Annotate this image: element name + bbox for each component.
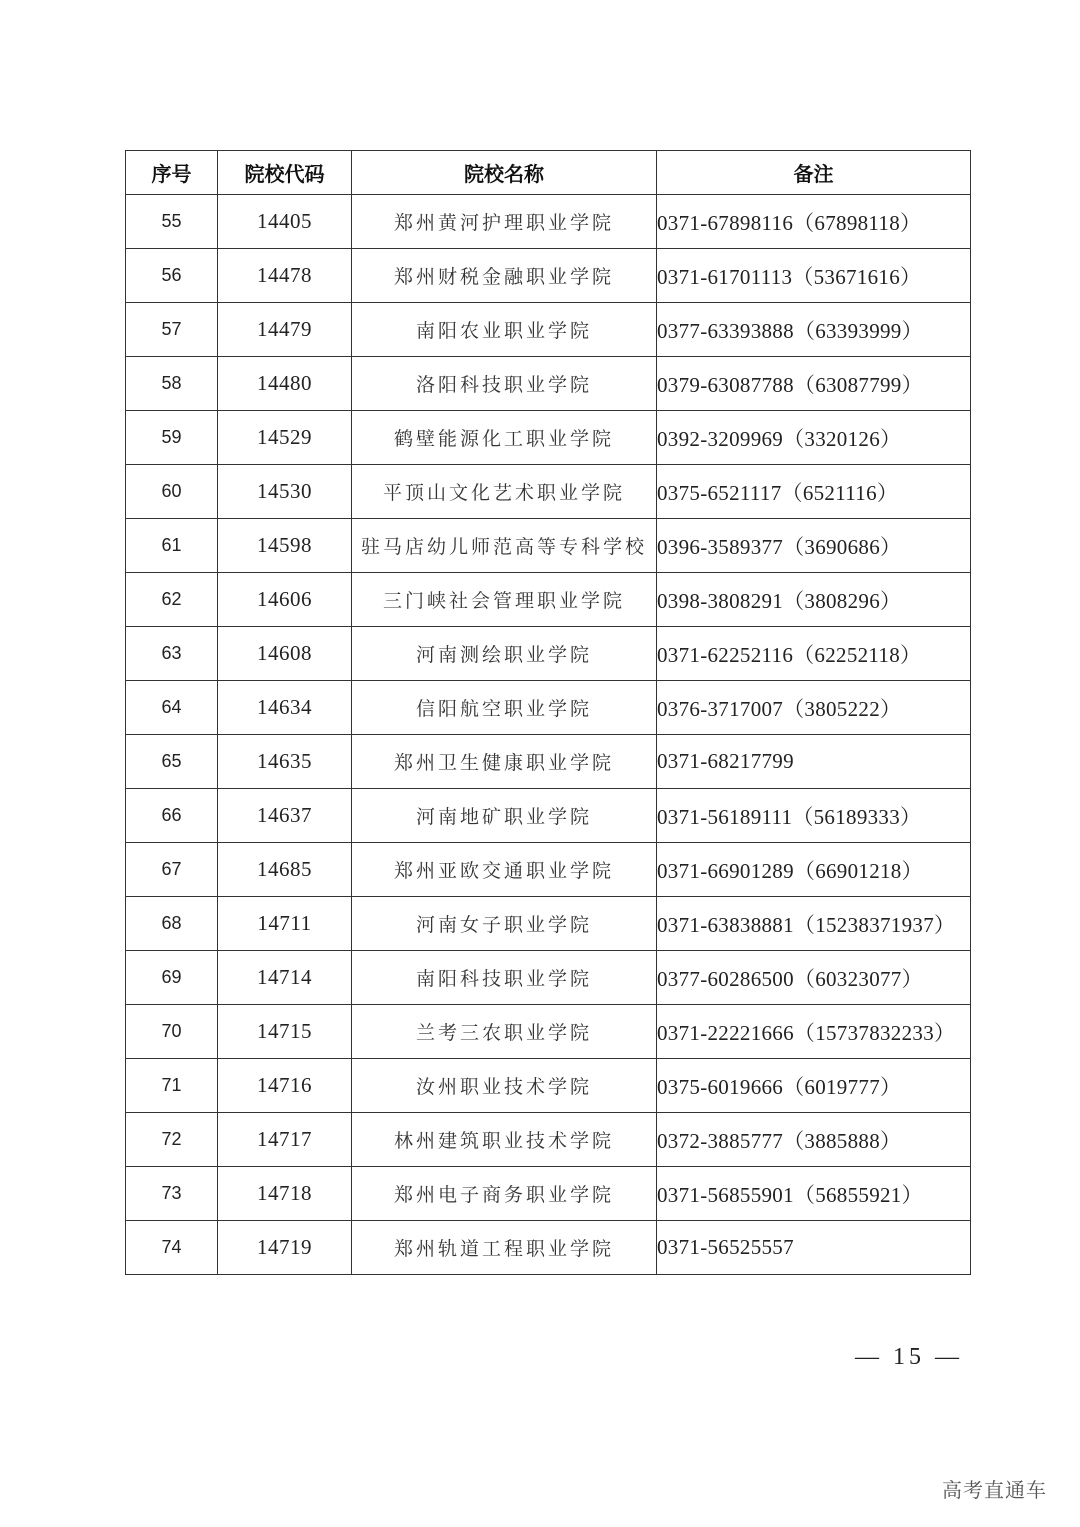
name-cell: 三门峡社会管理职业学院: [352, 573, 657, 627]
name-cell: 信阳航空职业学院: [352, 681, 657, 735]
note-cell: 0379-63087788（63087799）: [657, 357, 971, 411]
code-cell: 14529: [218, 411, 352, 465]
seq-cell: 56: [126, 249, 218, 303]
seq-cell: 68: [126, 897, 218, 951]
code-cell: 14717: [218, 1113, 352, 1167]
header-note: 备注: [657, 151, 971, 195]
code-cell: 14637: [218, 789, 352, 843]
name-cell: 汝州职业技术学院: [352, 1059, 657, 1113]
code-cell: 14530: [218, 465, 352, 519]
seq-cell: 60: [126, 465, 218, 519]
table-row: [126, 1113, 971, 1167]
code-cell: 14685: [218, 843, 352, 897]
note-cell: 0371-56525557: [657, 1221, 971, 1275]
code-cell: 14718: [218, 1167, 352, 1221]
note-cell: 0377-60286500（60323077）: [657, 951, 971, 1005]
name-cell: 鹤壁能源化工职业学院: [352, 411, 657, 465]
table-row: [126, 1005, 971, 1059]
table-row: [126, 735, 971, 789]
table-header-row: [126, 151, 971, 195]
name-cell: 郑州卫生健康职业学院: [352, 735, 657, 789]
name-cell: 洛阳科技职业学院: [352, 357, 657, 411]
seq-cell: 65: [126, 735, 218, 789]
table-row: [126, 411, 971, 465]
name-cell: 郑州亚欧交通职业学院: [352, 843, 657, 897]
table-row: [126, 1059, 971, 1113]
name-cell: 河南女子职业学院: [352, 897, 657, 951]
name-cell: 郑州电子商务职业学院: [352, 1167, 657, 1221]
page-number: — 15 —: [855, 1344, 963, 1370]
seq-cell: 57: [126, 303, 218, 357]
name-cell: 兰考三农职业学院: [352, 1005, 657, 1059]
code-cell: 14598: [218, 519, 352, 573]
header-seq: 序号: [126, 151, 218, 195]
seq-cell: 63: [126, 627, 218, 681]
table-row: [126, 951, 971, 1005]
seq-cell: 62: [126, 573, 218, 627]
table-row: [126, 843, 971, 897]
code-cell: 14479: [218, 303, 352, 357]
note-cell: 0371-22221666（15737832233）: [657, 1005, 971, 1059]
note-cell: 0371-56855901（56855921）: [657, 1167, 971, 1221]
note-cell: 0371-67898116（67898118）: [657, 195, 971, 249]
table-row: [126, 465, 971, 519]
code-cell: 14714: [218, 951, 352, 1005]
note-cell: 0398-3808291（3808296）: [657, 573, 971, 627]
table-row: [126, 1221, 971, 1275]
name-cell: 平顶山文化艺术职业学院: [352, 465, 657, 519]
seq-cell: 69: [126, 951, 218, 1005]
note-cell: 0376-3717007（3805222）: [657, 681, 971, 735]
code-cell: 14715: [218, 1005, 352, 1059]
note-cell: 0371-61701113（53671616）: [657, 249, 971, 303]
note-cell: 0396-3589377（3690686）: [657, 519, 971, 573]
code-cell: 14711: [218, 897, 352, 951]
watermark: 高考直通车: [942, 1478, 1047, 1502]
note-cell: 0375-6521117（6521116）: [657, 465, 971, 519]
seq-cell: 58: [126, 357, 218, 411]
header-name: 院校名称: [352, 151, 657, 195]
seq-cell: 59: [126, 411, 218, 465]
name-cell: 河南测绘职业学院: [352, 627, 657, 681]
table-row: [126, 1167, 971, 1221]
seq-cell: 61: [126, 519, 218, 573]
code-cell: 14405: [218, 195, 352, 249]
table-row: [126, 897, 971, 951]
table-row: [126, 195, 971, 249]
name-cell: 郑州轨道工程职业学院: [352, 1221, 657, 1275]
note-cell: 0371-63838881（15238371937）: [657, 897, 971, 951]
table-row: [126, 303, 971, 357]
code-cell: 14716: [218, 1059, 352, 1113]
code-cell: 14608: [218, 627, 352, 681]
note-cell: 0392-3209969（3320126）: [657, 411, 971, 465]
code-cell: 14478: [218, 249, 352, 303]
note-cell: 0371-68217799: [657, 735, 971, 789]
table-row: [126, 681, 971, 735]
table-row: [126, 249, 971, 303]
code-cell: 14634: [218, 681, 352, 735]
code-cell: 14480: [218, 357, 352, 411]
seq-cell: 71: [126, 1059, 218, 1113]
table-row: [126, 573, 971, 627]
table-row: [126, 519, 971, 573]
seq-cell: 72: [126, 1113, 218, 1167]
note-cell: 0377-63393888（63393999）: [657, 303, 971, 357]
seq-cell: 67: [126, 843, 218, 897]
table-row: [126, 789, 971, 843]
table-row: [126, 627, 971, 681]
note-cell: 0372-3885777（3885888）: [657, 1113, 971, 1167]
seq-cell: 73: [126, 1167, 218, 1221]
code-cell: 14606: [218, 573, 352, 627]
note-cell: 0371-66901289（66901218）: [657, 843, 971, 897]
name-cell: 驻马店幼儿师范高等专科学校: [352, 519, 657, 573]
name-cell: 河南地矿职业学院: [352, 789, 657, 843]
seq-cell: 66: [126, 789, 218, 843]
college-table: [125, 150, 971, 1275]
seq-cell: 70: [126, 1005, 218, 1059]
name-cell: 林州建筑职业技术学院: [352, 1113, 657, 1167]
note-cell: 0371-62252116（62252118）: [657, 627, 971, 681]
seq-cell: 74: [126, 1221, 218, 1275]
seq-cell: 55: [126, 195, 218, 249]
name-cell: 南阳科技职业学院: [352, 951, 657, 1005]
code-cell: 14719: [218, 1221, 352, 1275]
note-cell: 0371-56189111（56189333）: [657, 789, 971, 843]
note-cell: 0375-6019666（6019777）: [657, 1059, 971, 1113]
header-code: 院校代码: [218, 151, 352, 195]
name-cell: 郑州黄河护理职业学院: [352, 195, 657, 249]
table-row: [126, 357, 971, 411]
name-cell: 郑州财税金融职业学院: [352, 249, 657, 303]
name-cell: 南阳农业职业学院: [352, 303, 657, 357]
code-cell: 14635: [218, 735, 352, 789]
seq-cell: 64: [126, 681, 218, 735]
